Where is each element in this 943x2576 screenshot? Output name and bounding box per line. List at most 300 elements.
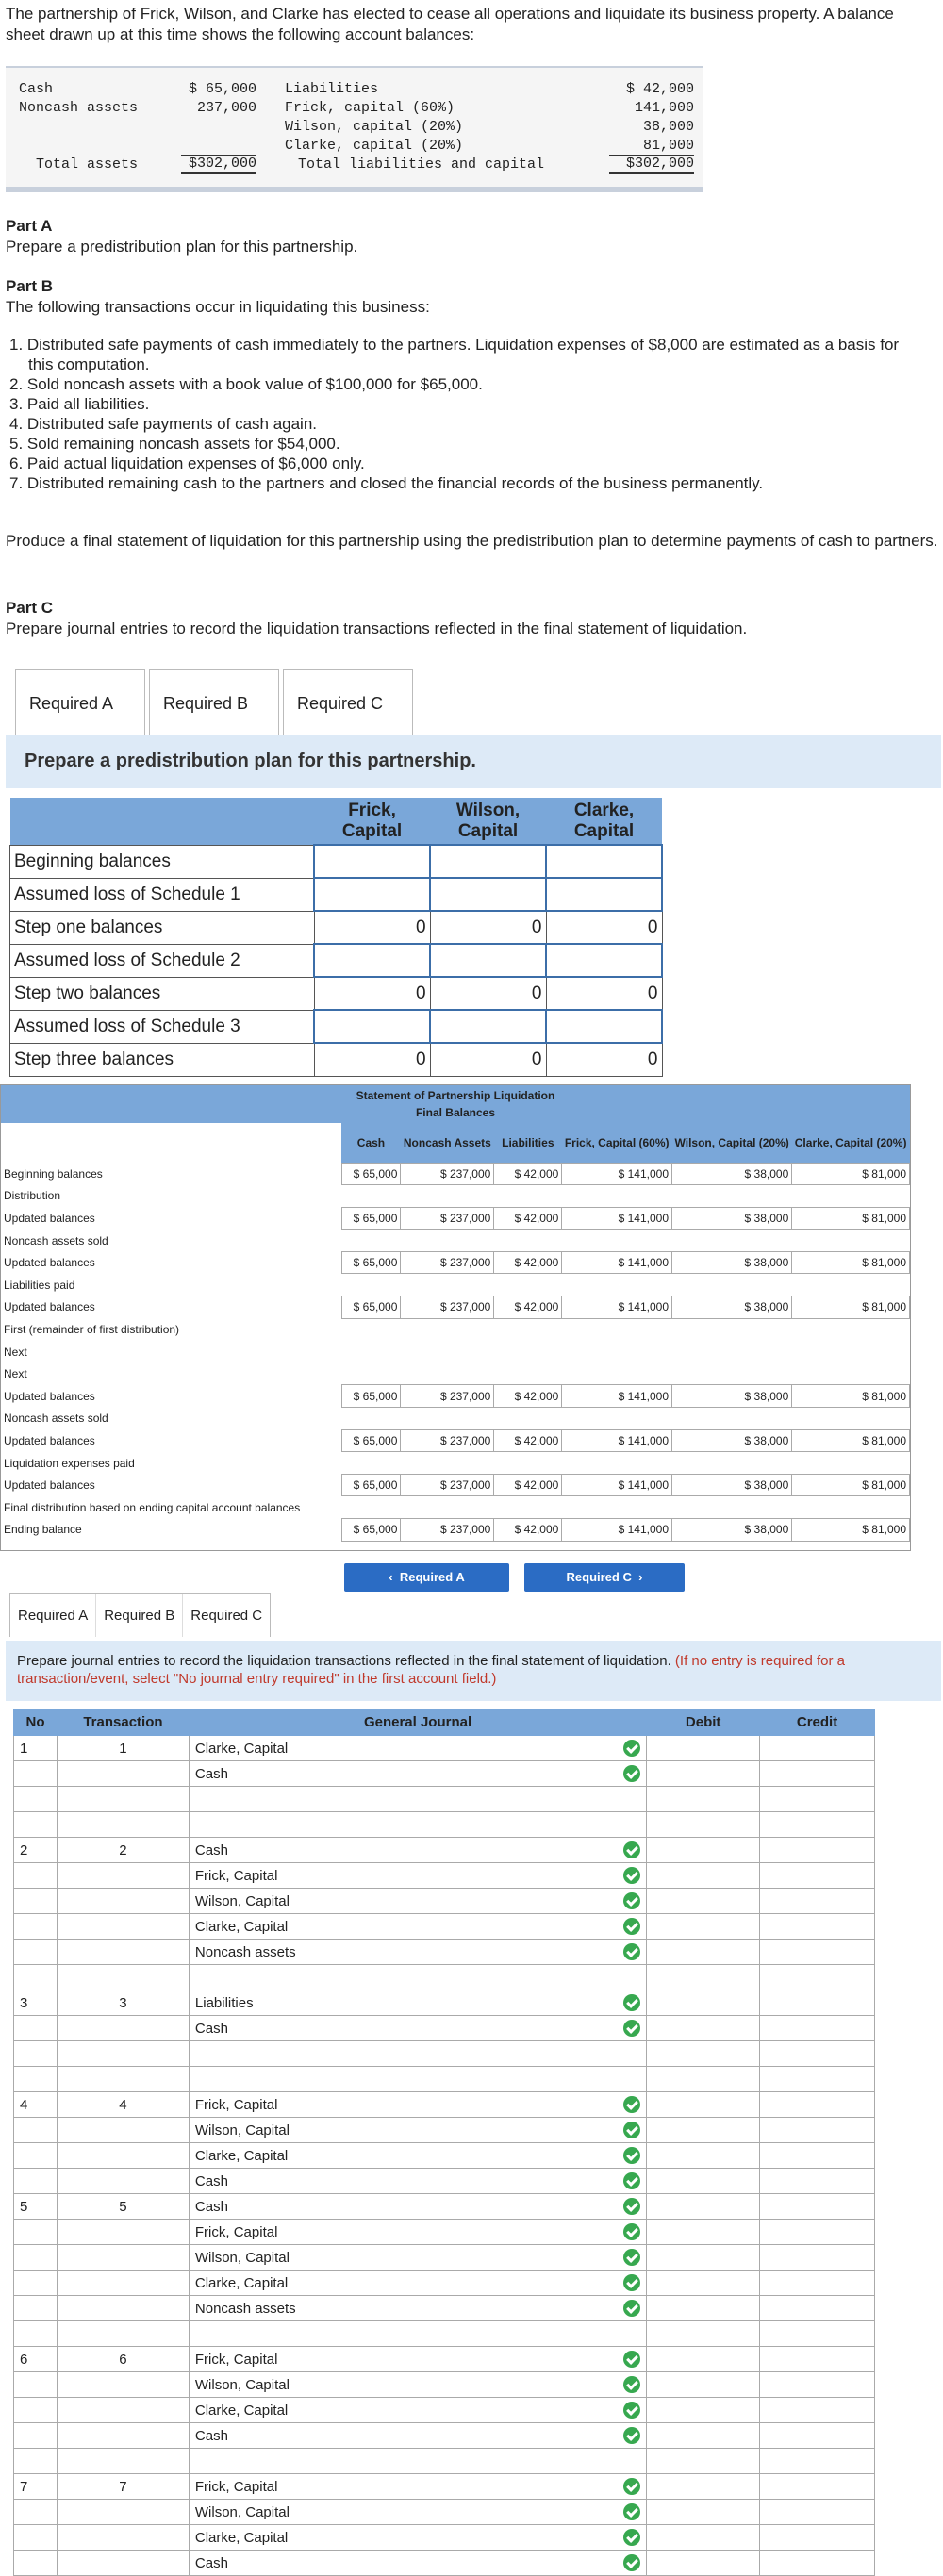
balance-sheet	[6, 66, 703, 192]
asset-cash-label: Cash	[19, 81, 54, 97]
plan-input-cell[interactable]	[430, 1010, 546, 1043]
journal-account-field[interactable]	[189, 2551, 646, 2576]
part-a-text: Prepare a predistribution plan for this partnership.	[6, 238, 358, 256]
liquidation-value-cell[interactable]: $ 38,000	[672, 1519, 792, 1542]
journal-empty-cell	[14, 2500, 58, 2525]
journal-account-field[interactable]	[189, 1761, 646, 1787]
liquidation-row-label: Ending balance	[4, 1523, 82, 1537]
plan-value-cell: 0	[314, 911, 430, 944]
journal-row	[14, 2067, 875, 2092]
journal-account-field[interactable]	[189, 1990, 646, 2016]
journal-debit-input[interactable]	[647, 1812, 760, 1838]
journal-credit-input[interactable]	[760, 1965, 875, 1990]
part-b-item: 5. Sold remaining noncash assets for $54,000.	[9, 435, 340, 453]
journal-debit-input[interactable]	[647, 2296, 760, 2321]
liquidation-value-cell[interactable]: $ 65,000	[341, 1429, 401, 1452]
journal-empty-cell	[57, 2321, 189, 2347]
journal-account-field[interactable]	[189, 2118, 646, 2143]
chevron-left-icon: ‹	[389, 1570, 393, 1584]
journal-credit-input[interactable]	[760, 2449, 875, 2474]
journal-col-no: No	[14, 1709, 58, 1736]
journal-debit-input[interactable]	[647, 1787, 760, 1812]
journal-empty-cell	[57, 2398, 189, 2423]
journal-debit-input[interactable]	[647, 2423, 760, 2449]
journal-empty-cell	[57, 2551, 189, 2576]
liquidation-value-cell[interactable]: $ 65,000	[341, 1296, 401, 1319]
journal-account-name: Wilson, Capital	[194, 2376, 290, 2393]
journal-empty-cell	[57, 1812, 189, 1838]
part-b-text: The following transactions occur in liquidating this business:	[6, 298, 430, 316]
journal-account-field[interactable]	[189, 2016, 646, 2041]
journal-empty-cell	[14, 2449, 58, 2474]
plan-input-cell[interactable]	[314, 944, 430, 977]
liquidation-empty-cell	[341, 1341, 401, 1363]
check-icon	[623, 2249, 640, 2266]
liquidation-value-cell[interactable]: $ 81,000	[792, 1429, 910, 1452]
journal-credit-input[interactable]	[760, 1990, 875, 2016]
check-icon	[623, 1867, 640, 1884]
part-a-heading: Part A	[6, 217, 53, 235]
liab-label-1: Frick, capital (60%)	[285, 100, 455, 116]
liquidation-value-cell[interactable]: $ 81,000	[792, 1385, 910, 1408]
journal-credit-input[interactable]	[760, 2296, 875, 2321]
journal-empty-cell	[14, 1965, 58, 1990]
liquidation-value-cell[interactable]: $ 141,000	[562, 1207, 672, 1230]
journal-account-field[interactable]	[189, 2321, 646, 2347]
problem-intro: The partnership of Frick, Wilson, and Clarke has elected to cease all operations and liquidate its business property. A balance sheet drawn up at this time shows the following account balances:	[6, 5, 894, 43]
liquidation-value-cell[interactable]: $ 42,000	[494, 1429, 562, 1452]
journal-credit-input[interactable]	[760, 1787, 875, 1812]
journal-row	[14, 2169, 875, 2194]
liquidation-row	[1, 1163, 910, 1185]
journal-account-field[interactable]	[189, 1812, 646, 1838]
tab-bar-top	[15, 669, 417, 735]
liquidation-value-cell[interactable]: $ 65,000	[341, 1519, 401, 1542]
liquidation-value-cell[interactable]: $ 42,000	[494, 1385, 562, 1408]
journal-debit-input[interactable]	[647, 1914, 760, 1940]
liquidation-empty-cell	[401, 1452, 494, 1475]
plan-input-cell[interactable]	[546, 1010, 662, 1043]
check-icon	[623, 1994, 640, 2011]
journal-credit-input[interactable]	[760, 2551, 875, 2576]
plan-input-cell[interactable]	[430, 944, 546, 977]
journal-account-name: Wilson, Capital	[194, 1892, 290, 1909]
journal-empty-cell	[57, 2169, 189, 2194]
journal-debit-input[interactable]	[647, 2474, 760, 2500]
journal-credit-input[interactable]	[760, 1889, 875, 1914]
total-liabilities-label: Total liabilities and capital	[298, 157, 545, 173]
journal-credit-input[interactable]	[760, 1914, 875, 1940]
liquidation-empty-cell	[494, 1341, 562, 1363]
journal-credit-input[interactable]	[760, 2347, 875, 2372]
part-b-list	[9, 335, 915, 493]
liquidation-value-cell[interactable]: $ 237,000	[401, 1385, 494, 1408]
journal-entry-no: 2	[14, 1838, 58, 1863]
journal-account-field[interactable]	[189, 2092, 646, 2118]
journal-row	[14, 1940, 875, 1965]
journal-empty-cell	[14, 2423, 58, 2449]
liquidation-value-cell[interactable]: $ 237,000	[401, 1251, 494, 1274]
journal-debit-input[interactable]	[647, 2143, 760, 2169]
liquidation-value-cell[interactable]: $ 237,000	[401, 1296, 494, 1319]
journal-debit-input[interactable]	[647, 1736, 760, 1761]
journal-col-credit: Credit	[760, 1709, 875, 1736]
liquidation-value-cell[interactable]: $ 81,000	[792, 1474, 910, 1496]
journal-empty-cell	[14, 2271, 58, 2296]
journal-credit-input[interactable]	[760, 1940, 875, 1965]
part-b-item: 2. Sold noncash assets with a book value of $100,000 for $65,000.	[9, 375, 483, 393]
liquidation-value-cell[interactable]: $ 38,000	[672, 1207, 792, 1230]
journal-account-field[interactable]	[189, 1736, 646, 1761]
liquidation-empty-cell	[341, 1185, 401, 1208]
journal-account-field[interactable]	[189, 2169, 646, 2194]
journal-entry-transaction: 2	[57, 1838, 189, 1863]
journal-debit-input[interactable]	[647, 2092, 760, 2118]
liquidation-empty-cell	[401, 1362, 494, 1385]
journal-debit-input[interactable]	[647, 2169, 760, 2194]
journal-row	[14, 1736, 875, 1761]
journal-empty-cell	[57, 2041, 189, 2067]
journal-credit-input[interactable]	[760, 2143, 875, 2169]
liquidation-row-label: Next	[4, 1345, 27, 1359]
plan-value-cell: 0	[546, 977, 662, 1010]
liquidation-value-cell[interactable]: $ 237,000	[401, 1474, 494, 1496]
journal-account-field[interactable]	[189, 2423, 646, 2449]
journal-account-field[interactable]	[189, 1914, 646, 1940]
journal-empty-cell	[14, 2169, 58, 2194]
journal-account-name: Frick, Capital	[194, 2351, 278, 2368]
journal-account-name: Frick, Capital	[194, 2478, 278, 2495]
plan-input-cell[interactable]	[314, 845, 430, 878]
journal-account-name: Cash	[194, 2172, 228, 2189]
liquidation-value-cell[interactable]: $ 65,000	[341, 1163, 401, 1185]
check-icon	[623, 2300, 640, 2317]
journal-empty-cell	[14, 2220, 58, 2245]
liquidation-value-cell[interactable]: $ 141,000	[562, 1296, 672, 1319]
journal-account-field[interactable]	[189, 1838, 646, 1863]
check-icon	[623, 2122, 640, 2138]
journal-debit-input[interactable]	[647, 2118, 760, 2143]
journal-debit-input[interactable]	[647, 2500, 760, 2525]
liquidation-value-cell[interactable]: $ 38,000	[672, 1296, 792, 1319]
journal-account-field[interactable]	[189, 1787, 646, 1812]
journal-credit-input[interactable]	[760, 2500, 875, 2525]
liquidation-value-cell[interactable]: $ 141,000	[562, 1385, 672, 1408]
liquidation-row-label: Updated balances	[4, 1256, 95, 1270]
journal-credit-input[interactable]	[760, 2271, 875, 2296]
liquidation-value-cell[interactable]: $ 237,000	[401, 1163, 494, 1185]
liquidation-row	[1, 1318, 910, 1341]
journal-row	[14, 2500, 875, 2525]
plan-banner	[6, 735, 941, 788]
journal-credit-input[interactable]	[760, 2194, 875, 2220]
journal-credit-input[interactable]	[760, 2067, 875, 2092]
journal-credit-input[interactable]	[760, 2321, 875, 2347]
journal-empty-cell	[57, 2372, 189, 2398]
liquidation-empty-cell	[792, 1341, 910, 1363]
tab-required-c[interactable]: Required C	[283, 669, 413, 735]
journal-account-field[interactable]	[189, 1965, 646, 1990]
journal-debit-input[interactable]	[647, 1863, 760, 1889]
check-icon	[623, 2554, 640, 2571]
check-icon	[623, 2147, 640, 2164]
journal-account-name: Clarke, Capital	[194, 2147, 289, 2164]
journal-account-field[interactable]	[189, 2398, 646, 2423]
liquidation-value-cell[interactable]: $ 42,000	[494, 1296, 562, 1319]
liquidation-empty-cell	[672, 1452, 792, 1475]
journal-entry-no: 3	[14, 1990, 58, 2016]
liquidation-value-cell[interactable]: $ 81,000	[792, 1207, 910, 1230]
journal-debit-input[interactable]	[647, 1761, 760, 1787]
check-icon	[623, 2198, 640, 2215]
prev-required-a-button[interactable]	[344, 1563, 509, 1592]
journal-debit-input[interactable]	[647, 2372, 760, 2398]
journal-account-field[interactable]	[189, 2245, 646, 2271]
journal-credit-input[interactable]	[760, 1812, 875, 1838]
journal-credit-input[interactable]	[760, 1736, 875, 1761]
plan-row-label: Assumed loss of Schedule 3	[10, 1010, 315, 1043]
journal-account-field[interactable]	[189, 2372, 646, 2398]
journal-debit-input[interactable]	[647, 2449, 760, 2474]
journal-credit-input[interactable]	[760, 1761, 875, 1787]
plan-input-cell[interactable]	[430, 878, 546, 911]
liquidation-empty-cell	[562, 1274, 672, 1296]
liquidation-row-label: Distribution	[4, 1189, 61, 1203]
liquidation-row	[1, 1408, 910, 1430]
plan-row	[10, 944, 663, 977]
journal-account-field[interactable]	[189, 2500, 646, 2525]
part-b-item: 4. Distributed safe payments of cash again.	[9, 415, 318, 433]
liquidation-row	[1, 1207, 910, 1230]
part-b-item: 7. Distributed remaining cash to the partners and closed the financial records of the business permanently.	[9, 474, 764, 492]
journal-empty-cell	[14, 1914, 58, 1940]
liquidation-row	[1, 1296, 910, 1319]
liquidation-value-cell[interactable]: $ 65,000	[341, 1207, 401, 1230]
journal-debit-input[interactable]	[647, 2220, 760, 2245]
liquidation-value-cell[interactable]: $ 42,000	[494, 1251, 562, 1274]
liquidation-value-cell[interactable]: $ 237,000	[401, 1207, 494, 1230]
tab-required-a[interactable]: Required A	[15, 669, 145, 735]
liquidation-value-cell[interactable]: $ 81,000	[792, 1296, 910, 1319]
liquidation-row-label: Updated balances	[4, 1478, 95, 1493]
liquidation-value-cell[interactable]: $ 141,000	[562, 1474, 672, 1496]
check-icon	[623, 2274, 640, 2291]
liquidation-value-cell[interactable]: $ 42,000	[494, 1163, 562, 1185]
journal-account-field[interactable]	[189, 2525, 646, 2551]
liq-col-cash: Cash	[341, 1123, 401, 1163]
journal-account-field[interactable]	[189, 2474, 646, 2500]
journal-credit-input[interactable]	[760, 2220, 875, 2245]
journal-credit-input[interactable]	[760, 2169, 875, 2194]
journal-account-field[interactable]	[189, 2271, 646, 2296]
liquidation-empty-cell	[494, 1230, 562, 1252]
journal-credit-input[interactable]	[760, 2016, 875, 2041]
journal-empty-cell	[14, 1761, 58, 1787]
journal-credit-input[interactable]	[760, 2041, 875, 2067]
liquidation-empty-cell	[672, 1185, 792, 1208]
journal-empty-cell	[14, 2245, 58, 2271]
journal-empty-cell	[57, 2067, 189, 2092]
journal-account-field[interactable]	[189, 1889, 646, 1914]
journal-debit-input[interactable]	[647, 2321, 760, 2347]
liquidation-value-cell[interactable]: $ 42,000	[494, 1519, 562, 1542]
liquidation-row	[1, 1185, 910, 1208]
liquidation-empty-cell	[341, 1408, 401, 1430]
liquidation-value-cell[interactable]: $ 237,000	[401, 1519, 494, 1542]
journal-account-field[interactable]	[189, 2067, 646, 2092]
liquidation-row	[1, 1274, 910, 1296]
journal-account-field[interactable]	[189, 2143, 646, 2169]
tab-required-b-2[interactable]: Required B	[96, 1594, 183, 1637]
liquidation-statement	[0, 1084, 911, 1551]
journal-account-name: Noncash assets	[194, 2300, 296, 2317]
journal-account-name: Cash	[194, 2020, 228, 2037]
journal-debit-input[interactable]	[647, 2271, 760, 2296]
journal-debit-input[interactable]	[647, 1889, 760, 1914]
journal-banner	[6, 1641, 941, 1701]
plan-value-cell: 0	[430, 1043, 546, 1076]
journal-account-name: Clarke, Capital	[194, 1918, 289, 1935]
check-icon	[623, 1943, 640, 1960]
plan-input-cell[interactable]	[546, 944, 662, 977]
liquidation-value-cell[interactable]: $ 38,000	[672, 1474, 792, 1496]
liquidation-row-label: Noncash assets sold	[4, 1412, 108, 1426]
journal-account-field[interactable]	[189, 2194, 646, 2220]
journal-debit-input[interactable]	[647, 2016, 760, 2041]
liquidation-empty-cell	[401, 1230, 494, 1252]
journal-entry-transaction: 1	[57, 1736, 189, 1761]
plan-row	[10, 911, 663, 944]
journal-credit-input[interactable]	[760, 2398, 875, 2423]
plan-corner	[10, 798, 315, 845]
liquidation-value-cell[interactable]: $ 38,000	[672, 1251, 792, 1274]
liquidation-value-cell[interactable]: $ 141,000	[562, 1519, 672, 1542]
journal-empty-cell	[14, 1940, 58, 1965]
journal-credit-input[interactable]	[760, 1863, 875, 1889]
journal-debit-input[interactable]	[647, 2041, 760, 2067]
journal-row	[14, 1838, 875, 1863]
journal-credit-input[interactable]	[760, 2423, 875, 2449]
plan-input-cell[interactable]	[314, 878, 430, 911]
plan-value-cell: 0	[546, 1043, 662, 1076]
liquidation-subtitle: Final Balances	[415, 1106, 496, 1119]
liab-label-3: Clarke, capital (20%)	[285, 138, 464, 154]
plan-input-cell[interactable]	[314, 1010, 430, 1043]
liquidation-row-label: Noncash assets sold	[4, 1233, 108, 1247]
journal-entry-no: 4	[14, 2092, 58, 2118]
plan-input-cell[interactable]	[430, 845, 546, 878]
journal-row	[14, 2423, 875, 2449]
liquidation-empty-cell	[562, 1318, 672, 1341]
liquidation-value-cell[interactable]: $ 141,000	[562, 1429, 672, 1452]
liquidation-value-cell[interactable]: $ 65,000	[341, 1251, 401, 1274]
journal-entry-no: 6	[14, 2347, 58, 2372]
liquidation-value-cell[interactable]: $ 42,000	[494, 1207, 562, 1230]
journal-debit-input[interactable]	[647, 1838, 760, 1863]
journal-account-field[interactable]	[189, 2296, 646, 2321]
next-required-c-button[interactable]	[524, 1563, 685, 1592]
journal-credit-input[interactable]	[760, 2118, 875, 2143]
journal-empty-cell	[57, 2271, 189, 2296]
journal-empty-cell	[57, 2296, 189, 2321]
liquidation-empty-cell	[792, 1408, 910, 1430]
journal-debit-input[interactable]	[647, 2551, 760, 2576]
liquidation-empty-cell	[672, 1496, 792, 1519]
journal-debit-input[interactable]	[647, 2525, 760, 2551]
plan-input-cell[interactable]	[546, 845, 662, 878]
journal-credit-input[interactable]	[760, 1838, 875, 1863]
check-icon	[623, 2223, 640, 2240]
predistribution-table	[9, 798, 663, 1077]
liquidation-value-cell[interactable]: $ 81,000	[792, 1163, 910, 1185]
liquidation-value-cell[interactable]: $ 38,000	[672, 1429, 792, 1452]
liquidation-row	[1, 1519, 910, 1542]
liquidation-value-cell[interactable]: $ 38,000	[672, 1385, 792, 1408]
plan-title: Prepare a predistribution plan for this partnership.	[25, 751, 476, 771]
journal-account-field[interactable]	[189, 2347, 646, 2372]
journal-credit-input[interactable]	[760, 2245, 875, 2271]
journal-account-field[interactable]	[189, 1863, 646, 1889]
journal-account-field[interactable]	[189, 2041, 646, 2067]
liquidation-value-cell[interactable]: $ 141,000	[562, 1251, 672, 1274]
liquidation-value-cell[interactable]: $ 65,000	[341, 1385, 401, 1408]
liquidation-empty-cell	[341, 1452, 401, 1475]
journal-empty-cell	[57, 2118, 189, 2143]
journal-credit-input[interactable]	[760, 2525, 875, 2551]
journal-debit-input[interactable]	[647, 1990, 760, 2016]
liquidation-value-cell[interactable]: $ 141,000	[562, 1163, 672, 1185]
journal-debit-input[interactable]	[647, 2194, 760, 2220]
journal-empty-cell	[57, 1965, 189, 1990]
plan-input-cell[interactable]	[546, 878, 662, 911]
journal-empty-cell	[57, 2016, 189, 2041]
journal-account-field[interactable]	[189, 2220, 646, 2245]
journal-debit-input[interactable]	[647, 2347, 760, 2372]
journal-debit-input[interactable]	[647, 1965, 760, 1990]
journal-debit-input[interactable]	[647, 1940, 760, 1965]
journal-debit-input[interactable]	[647, 2398, 760, 2423]
journal-account-name: Wilson, Capital	[194, 2249, 290, 2266]
tab-required-a-2[interactable]: Required A	[10, 1594, 96, 1637]
journal-credit-input[interactable]	[760, 2092, 875, 2118]
liquidation-value-cell[interactable]: $ 81,000	[792, 1519, 910, 1542]
journal-credit-input[interactable]	[760, 2474, 875, 2500]
next-button-label: Required C	[566, 1570, 632, 1584]
journal-debit-input[interactable]	[647, 2067, 760, 2092]
liquidation-value-cell[interactable]: $ 42,000	[494, 1474, 562, 1496]
journal-empty-cell	[14, 2016, 58, 2041]
liquidation-value-cell[interactable]: $ 65,000	[341, 1474, 401, 1496]
liq-corner	[1, 1123, 341, 1163]
journal-empty-cell	[57, 2423, 189, 2449]
liquidation-value-cell[interactable]: $ 81,000	[792, 1251, 910, 1274]
tab-required-c-2[interactable]: Required C	[183, 1594, 270, 1637]
liquidation-empty-cell	[672, 1408, 792, 1430]
journal-credit-input[interactable]	[760, 2372, 875, 2398]
tab-required-b[interactable]: Required B	[149, 669, 279, 735]
liquidation-value-cell[interactable]: $ 38,000	[672, 1163, 792, 1185]
liquidation-row-label: Beginning balances	[4, 1166, 103, 1181]
journal-empty-cell	[14, 1787, 58, 1812]
liq-col-liabilities: Liabilities	[494, 1123, 562, 1163]
plan-col-clarke: Clarke, Capital	[546, 798, 662, 845]
plan-row	[10, 1043, 663, 1076]
journal-debit-input[interactable]	[647, 2245, 760, 2271]
journal-entry-transaction: 3	[57, 1990, 189, 2016]
journal-account-field[interactable]	[189, 1940, 646, 1965]
liquidation-value-cell[interactable]: $ 237,000	[401, 1429, 494, 1452]
journal-account-field[interactable]	[189, 2449, 646, 2474]
